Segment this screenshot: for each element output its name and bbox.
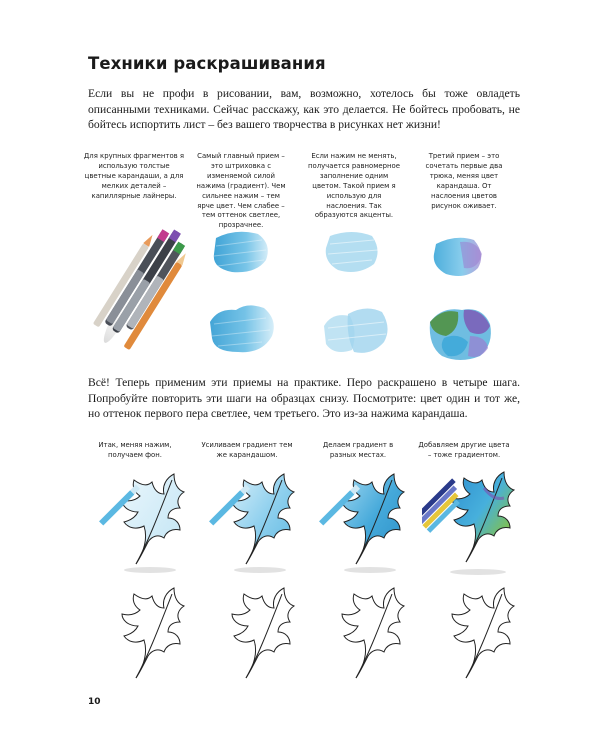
feather-step-4 bbox=[422, 466, 522, 582]
feather-outline-3 bbox=[330, 582, 410, 686]
step-caption-4: Добавляем другие цвета – тоже градиентом. bbox=[418, 441, 510, 459]
gradient-swatch-top bbox=[206, 226, 276, 278]
intro-paragraph: Если вы не профи в рисовании, вам, возможно, хотелось бы тоже овладеть описанными техниками. Сейчас расскажу, как это делается. Не бойтесь пробовать, не бойтесь испортить лист – без вашего творчества в рисунках нет жизни! bbox=[88, 87, 520, 132]
technique-caption-gradient: Самый главный прием – это штриховка с изменяемой силой нажима (градиент). Чем сильнее нажим – тем ярче цвет. Чем слабее – тем оттенок светлее, прозрачнее. bbox=[196, 152, 286, 230]
page-title: Техники раскрашивания bbox=[88, 54, 326, 73]
technique-caption-mix: Третий прием – это сочетать первые два трюка, меняя цвет карандаша. От наслоения цветов рисунок оживает. bbox=[425, 152, 503, 210]
feather-step-1 bbox=[96, 470, 192, 580]
step-caption-3: Делаем градиент в разных местах. bbox=[322, 441, 394, 459]
step-caption-1: Итак, меняя нажим, получаем фон. bbox=[98, 441, 172, 459]
feather-outline-4 bbox=[440, 582, 520, 686]
pencils-illustration bbox=[88, 218, 188, 368]
technique-caption-tools: Для крупных фрагментов я использую толстые цветные карандаши, а для мелких деталей – капиллярные лайнеры. bbox=[83, 152, 185, 200]
feather-outline-2 bbox=[220, 582, 300, 686]
uniform-swatch-top bbox=[318, 226, 388, 278]
uniform-swatch-bottom bbox=[318, 302, 394, 360]
step-caption-2: Усиливаем градиент тем же карандашом. bbox=[201, 441, 293, 459]
feather-step-3 bbox=[316, 470, 412, 580]
page-number: 10 bbox=[88, 697, 101, 707]
feather-step-2 bbox=[206, 470, 302, 580]
middle-paragraph: Всё! Теперь применим эти приемы на практике. Перо раскрашено в четыре шага. Попробуйте повторить эти шаги на образцах снизу. Посмотрите: цвет один и тот же, но оттенок первого пера светлее, чем третьего. Это из-за нажима карандаша. bbox=[88, 376, 520, 421]
feather-outline-1 bbox=[110, 582, 190, 686]
gradient-swatch-bottom bbox=[206, 300, 282, 360]
mix-swatch-bottom bbox=[424, 302, 496, 364]
mix-swatch-top bbox=[428, 232, 488, 282]
technique-caption-uniform: Если нажим не менять, получается равномерное заполнение одним цветом. Такой прием я использую для наслоения. Так образуются акценты. bbox=[307, 152, 401, 220]
